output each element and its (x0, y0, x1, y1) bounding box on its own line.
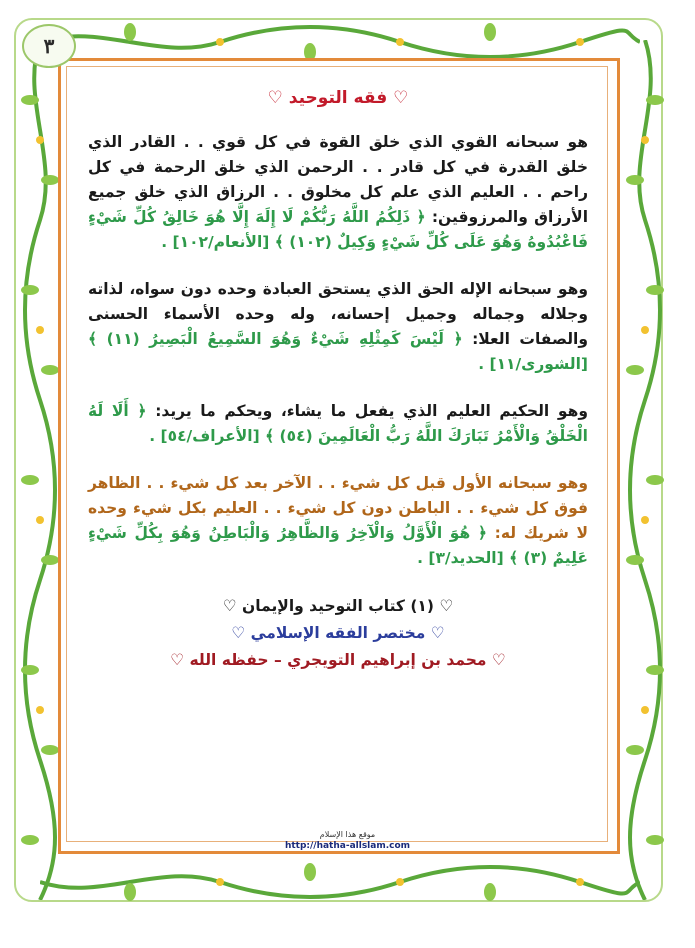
heart-icon: ♡ (222, 597, 237, 615)
bottom-vine-ornament (40, 862, 640, 902)
site-url-link[interactable]: http://hatha-allslam.com (284, 841, 411, 851)
left-vine-ornament (20, 40, 60, 900)
paragraph-text: وهو سبحانه الأول قبل كل شيء . . الآخر بعد كل شيء . . الظاهر فوق كل شيء . . الباطن دون كل شيء . . العليم بكل شيء وحده لا شريك له: (88, 474, 588, 542)
site-name: موقع هذا الإسلام (319, 830, 376, 839)
heart-icon: ♡ (267, 88, 283, 108)
quran-verse: ﴿ ذَلِكُمُ اللَّهُ رَبُّكُمْ لَا إِلَهَ إِلَّا هُوَ خَالِقُ كُلِّ شَيْءٍ فَاعْبُدُوهُ وَهُوَ عَلَى كُلِّ شَيْءٍ وَكِيلٌ (١٠٢) ﴾ [الأنعام/١٠٢] . (88, 208, 588, 251)
page-footer (0, 830, 695, 851)
page-title (88, 88, 588, 108)
quran-verse: ﴿ لَيْسَ كَمِثْلِهِ شَيْءٌ وَهُوَ السَّمِيعُ الْبَصِيرُ (١١) ﴾ [الشورى/١١] . (88, 330, 588, 373)
paragraph-1 (88, 130, 588, 255)
source-credits (88, 593, 588, 674)
series-credit: ♡ مختصر الفقه الإسلامي ♡ (231, 624, 445, 642)
paragraph-text: وهو سبحانه الإله الحق الذي يستحق العبادة وحده دون سواه، لذاته وجلاله وجماله وجميل إحسانه، وله وحده الأسماء الحسنى والصفات العلا: (88, 280, 588, 348)
page-number: ٣ (22, 24, 76, 68)
title-text: فقه التوحيد (288, 88, 388, 108)
quran-verse: ﴿ أَلَا لَهُ الْخَلْقُ وَالْأَمْرُ تَبَارَكَ اللَّهُ رَبُّ الْعَالَمِينَ (٥٤) ﴾ [الأعراف/٥٤] . (88, 402, 588, 445)
paragraph-text: هو سبحانه القوي الذي خلق القوة في كل قوي . . القادر الذي خلق القدرة في كل قادر . . الرحمن الذي خلق الرحمة في كل راحم . . العليم الذي علم كل مخلوق . . الرزاق الذي خلق جميع الأرزاق والمرزوقين: (88, 133, 589, 226)
top-vine-ornament (40, 22, 640, 62)
quran-verse: ﴿ هُوَ الْأَوَّلُ وَالْآخِرُ وَالظَّاهِرُ وَالْبَاطِنُ وَهُوَ بِكُلِّ شَيْءٍ عَلِيمٌ (٣) ﴾ [الحديد/٣] . (88, 524, 588, 567)
paragraph-3 (88, 399, 588, 449)
paragraph-text: وهو الحكيم العليم الذي يفعل ما يشاء، ويحكم ما يريد: (155, 402, 589, 420)
right-vine-ornament (625, 40, 665, 900)
heart-icon: ♡ (439, 597, 454, 615)
heart-icon: ♡ (430, 624, 445, 642)
paragraph-2 (88, 277, 588, 377)
paragraph-4 (88, 471, 588, 571)
main-content (88, 80, 588, 674)
book-credit: ♡ (١) كتاب التوحيد والإيمان ♡ (222, 597, 454, 615)
heart-icon: ♡ (393, 88, 409, 108)
heart-icon: ♡ (170, 651, 185, 669)
heart-icon: ♡ (491, 651, 506, 669)
heart-icon: ♡ (231, 624, 246, 642)
author-credit: ♡ محمد بن إبراهيم التويجري – حفظه الله ♡ (170, 651, 506, 669)
